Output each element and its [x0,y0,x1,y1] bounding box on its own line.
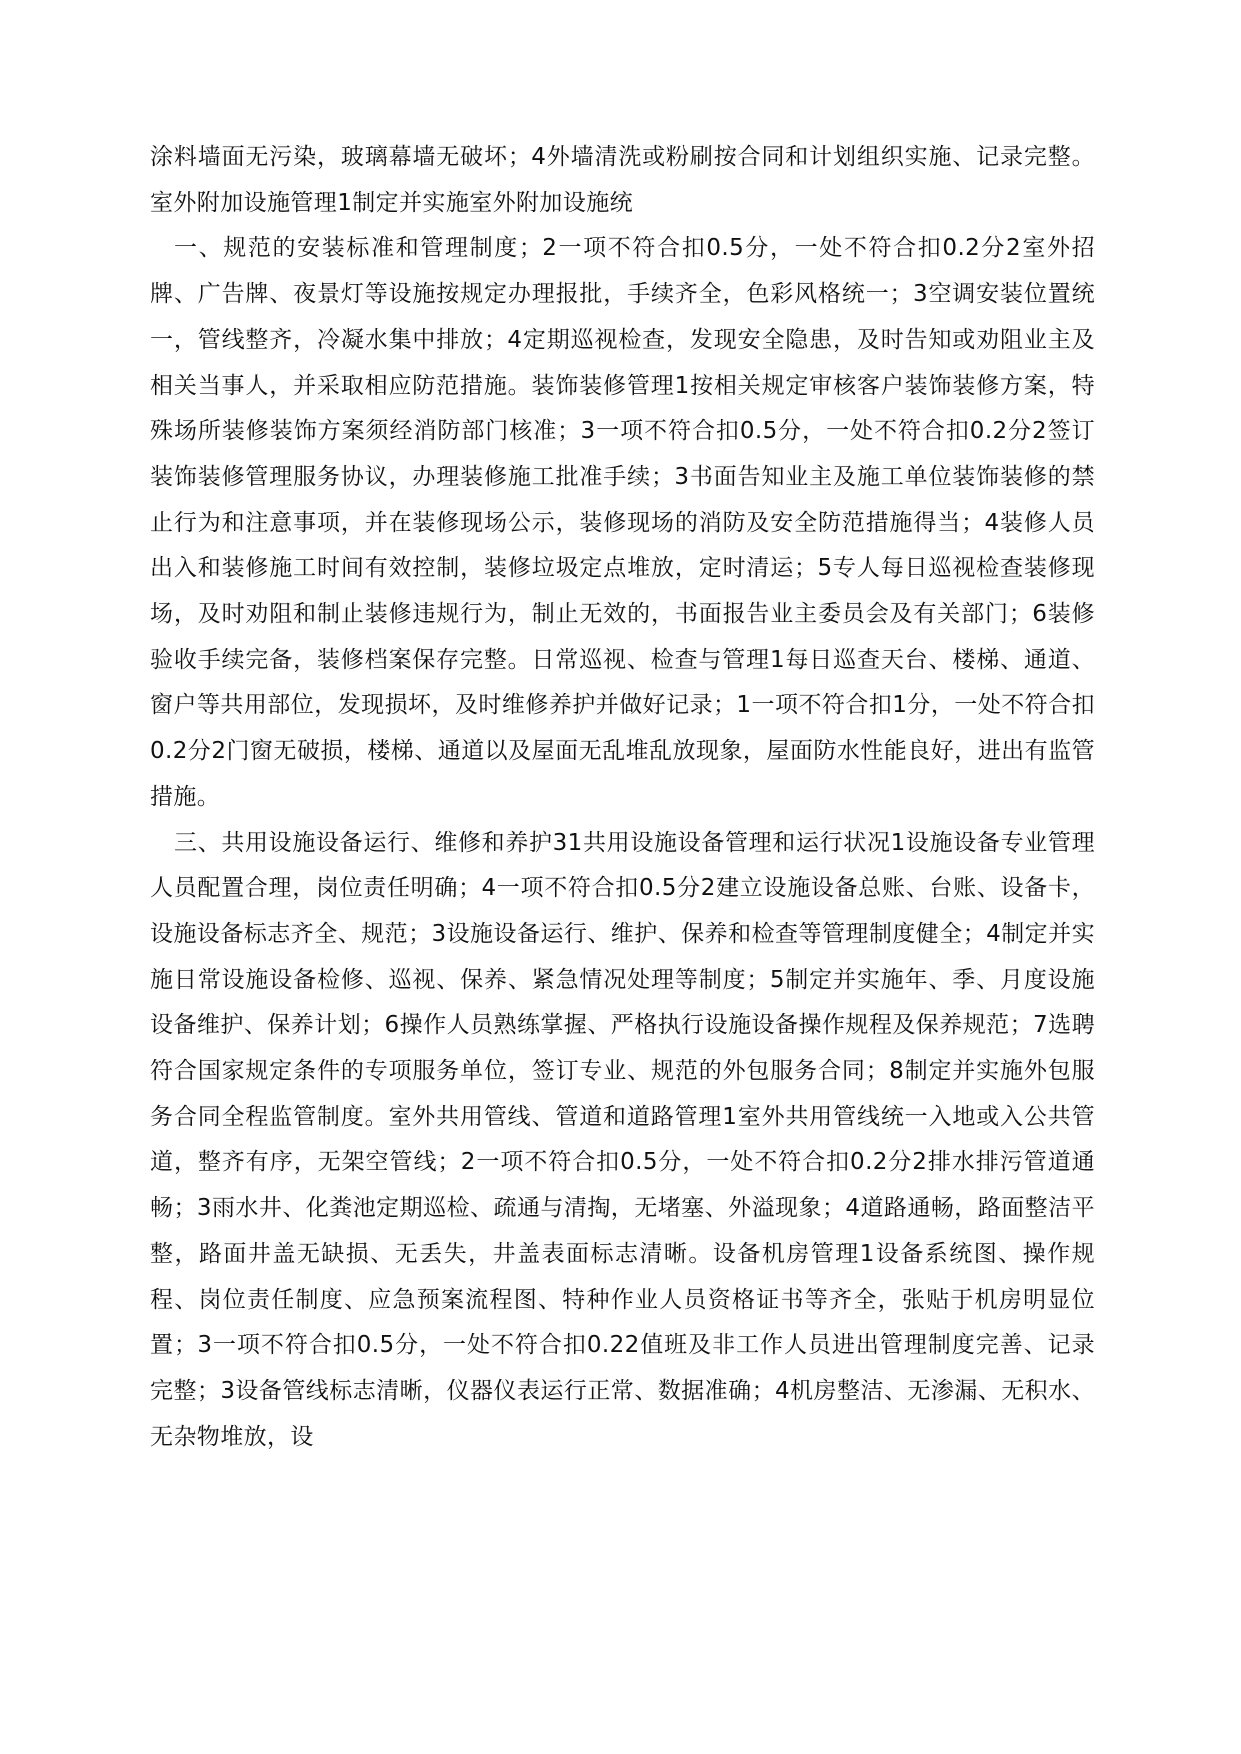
paragraph-2: 一、规范的安装标准和管理制度；2一项不符合扣0.5分，一处不符合扣0.2分2室外招牌、广告牌、夜景灯等设施按规定办理报批，手续齐全，色彩风格统一；3空调安装位置统一，管线整齐，冷凝水集中排放；4定期巡视检查，发现安全隐患，及时告知或劝阻业主及相关当事人，并采取相应防范措施。装饰装修管理1按相关规定审核客户装饰装修方案，特殊场所装修装饰方案须经消防部门核准；3一项不符合扣0.5分，一处不符合扣0.2分2签订装饰装修管理服务协议，办理装修施工批准手续；3书面告知业主及施工单位装饰装修的禁止行为和注意事项，并在装修现场公示，装修现场的消防及安全防范措施得当；4装修人员出入和装修施工时间有效控制，装修垃圾定点堆放，定时清运；5专人每日巡视检查装修现场，及时劝阻和制止装修违规行为，制止无效的，书面报告业主委员会及有关部门；6装修验收手续完备，装修档案保存完整。日常巡视、检查与管理1每日巡查天台、楼梯、通道、窗户等共用部位，发现损坏，及时维修养护并做好记录；1一项不符合扣1分，一处不符合扣0.2分2门窗无破损，楼梯、通道以及屋面无乱堆乱放现象，屋面防水性能良好，进出有监管措施。 [150,235,1095,810]
paragraph-1: 涂料墙面无污染，玻璃幕墙无破坏；4外墙清洗或粉刷按合同和计划组织实施、记录完整。室外附加设施管理1制定并实施室外附加设施统 [150,144,1095,216]
paragraph-3: 三、共用设施设备运行、维修和养护31共用设施设备管理和运行状况1设施设备专业管理人员配置合理，岗位责任明确；4一项不符合扣0.5分2建立设施设备总账、台账、设备卡，设施设备标志齐全、规范；3设施设备运行、维护、保养和检查等管理制度健全；4制定并实施日常设施设备检修、巡视、保养、紧急情况处理等制度；5制定并实施年、季、月度设施设备维护、保养计划；6操作人员熟练掌握、严格执行设施设备操作规程及保养规范；7选聘符合国家规定条件的专项服务单位，签订专业、规范的外包服务合同；8制定并实施外包服务合同全程监管制度。室外共用管线、管道和道路管理1室外共用管线统一入地或入公共管道，整齐有序，无架空管线；2一项不符合扣0.5分，一处不符合扣0.2分2排水排污管道通畅；3雨水井、化粪池定期巡检、疏通与清掏，无堵塞、外溢现象；4道路通畅，路面整洁平整，路面井盖无缺损、无丢失，井盖表面标志清晰。设备机房管理1设备系统图、操作规程、岗位责任制度、应急预案流程图、特种作业人员资格证书等齐全，张贴于机房明显位置；3一项不符合扣0.5分，一处不符合扣0.22值班及非工作人员进出管理制度完善、记录完整；3设备管线标志清晰，仪器仪表运行正常、数据准确；4机房整洁、无渗漏、无积水、无杂物堆放，设 [150,829,1095,1450]
document-page [150,135,1095,1460]
